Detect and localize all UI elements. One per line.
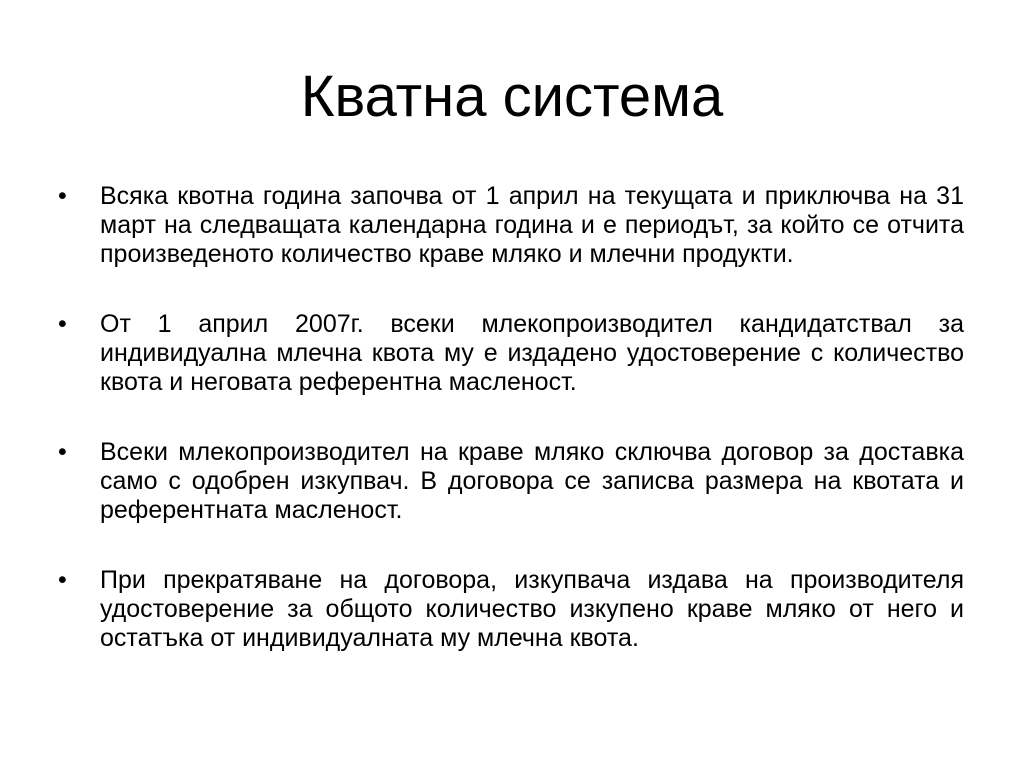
bullet-text [100,182,964,269]
bullet-line: доставка само с одобрен изкупвач. В договора се записва [100,438,964,495]
bullet-text [100,438,964,525]
bullet-icon: • [58,438,67,466]
bullet-icon: • [58,182,67,210]
bullet-item-delivery-contract [58,438,964,525]
bullet-line: мляко и млечни продукти. [491,240,794,268]
bullet-line: Всеки млекопроизводител на краве мляко сключва договор за [100,438,849,466]
bullet-line: краве мляко от него и остатъка от индивидуалната му млечна [100,595,965,652]
bullet-line: Всяка квотна година започва от 1 април на текущата и [100,182,756,210]
bullet-line: индивидуална млечна квота му е издадено удостоверение с [100,339,824,367]
bullet-line: От 1 април 2007г. всеки млекопроизводител кандидатствал за [100,310,964,338]
bullet-text [100,566,964,653]
bullet-item-individual-quota [58,310,964,397]
slide-title: Кватна система [300,64,724,129]
bullet-icon: • [58,310,67,338]
bullet-list [58,182,964,653]
bullet-text [100,310,964,397]
bullet-line: При прекратяване на договора, изкупвача издава на [100,566,773,594]
bullet-line: приключва на 31 март на следващата календарна година и е [100,182,964,239]
bullet-line: количество квота и неговата референтна масленост. [100,339,964,396]
bullet-line: производителя удостоверение за общото количество изкупено [100,566,965,623]
bullet-line: квота. [569,624,639,652]
bullet-item-contract-termination [58,566,964,653]
bullet-item-quota-year [58,182,964,269]
bullet-icon: • [58,566,67,594]
bullet-line: периодът, за който се отчита произведеното количество краве [100,211,964,268]
bullet-line: размера на квотата и референтната масленост. [100,467,964,524]
